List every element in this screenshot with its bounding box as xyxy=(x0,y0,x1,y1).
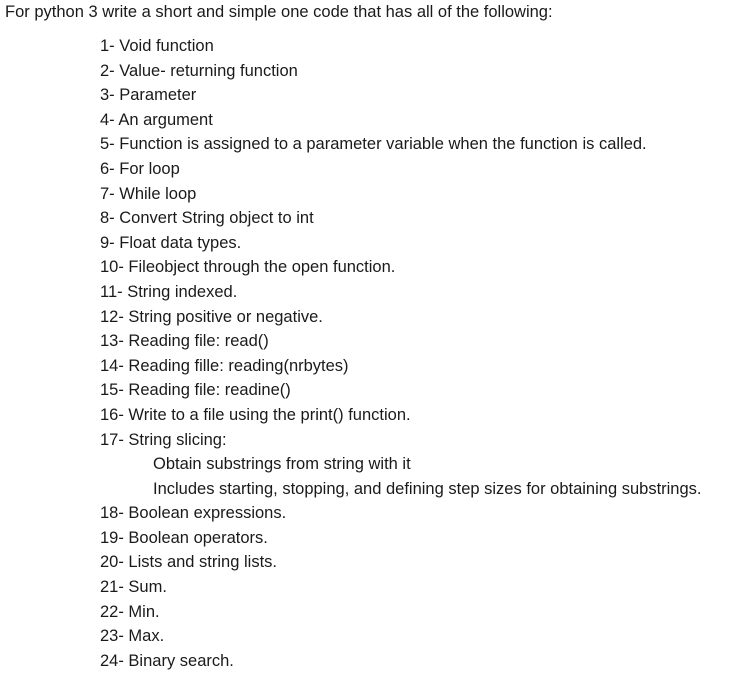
list-item: 11- String indexed. xyxy=(100,282,238,301)
slicing-detail-line: Obtain substrings from string with it xyxy=(153,455,411,474)
list-item: 14- Reading fille: reading(nrbytes) xyxy=(100,356,349,375)
list-item: 6- For loop xyxy=(100,159,180,178)
list-item: 10- Fileobject through the open function. xyxy=(100,258,396,277)
list-item: 5- Function is assigned to a parameter variable when the function is called. xyxy=(100,135,647,154)
list-item: 1- Void function xyxy=(100,37,214,55)
slicing-details xyxy=(100,452,702,501)
list-item: 4- An argument xyxy=(100,110,213,129)
list-item: 13- Reading file: read() xyxy=(100,332,269,351)
list-item: 20- Lists and string lists. xyxy=(100,553,277,572)
list-item: 12- String positive or negative. xyxy=(100,307,323,326)
list-item: 16- Write to a file using the print() function. xyxy=(100,405,411,424)
list-item: 8- Convert String object to int xyxy=(100,209,314,228)
list-item: 9- Float data types. xyxy=(100,233,242,252)
list-item: 15- Reading file: readine() xyxy=(100,381,291,400)
list-item: 3- Parameter xyxy=(100,86,197,105)
list-item: 24- Binary search. xyxy=(100,651,234,670)
intro-text: For python 3 write a short and simple one code that has all of the following: xyxy=(5,3,553,21)
list-item: 23- Max. xyxy=(100,627,165,646)
list-item: 21- Sum. xyxy=(100,578,167,597)
list-item: 18- Boolean expressions. xyxy=(100,504,287,523)
slicing-detail-line: Includes starting, stopping, and defining step sizes for obtaining substrings. xyxy=(153,479,702,498)
list-item: 22- Min. xyxy=(100,602,160,621)
list-item: 19- Boolean operators. xyxy=(100,528,268,547)
list-item: 17- String slicing: xyxy=(100,430,227,449)
requirements-list xyxy=(100,34,702,673)
list-item: 7- While loop xyxy=(100,184,197,203)
list-item: 2- Value- returning function xyxy=(100,61,298,80)
